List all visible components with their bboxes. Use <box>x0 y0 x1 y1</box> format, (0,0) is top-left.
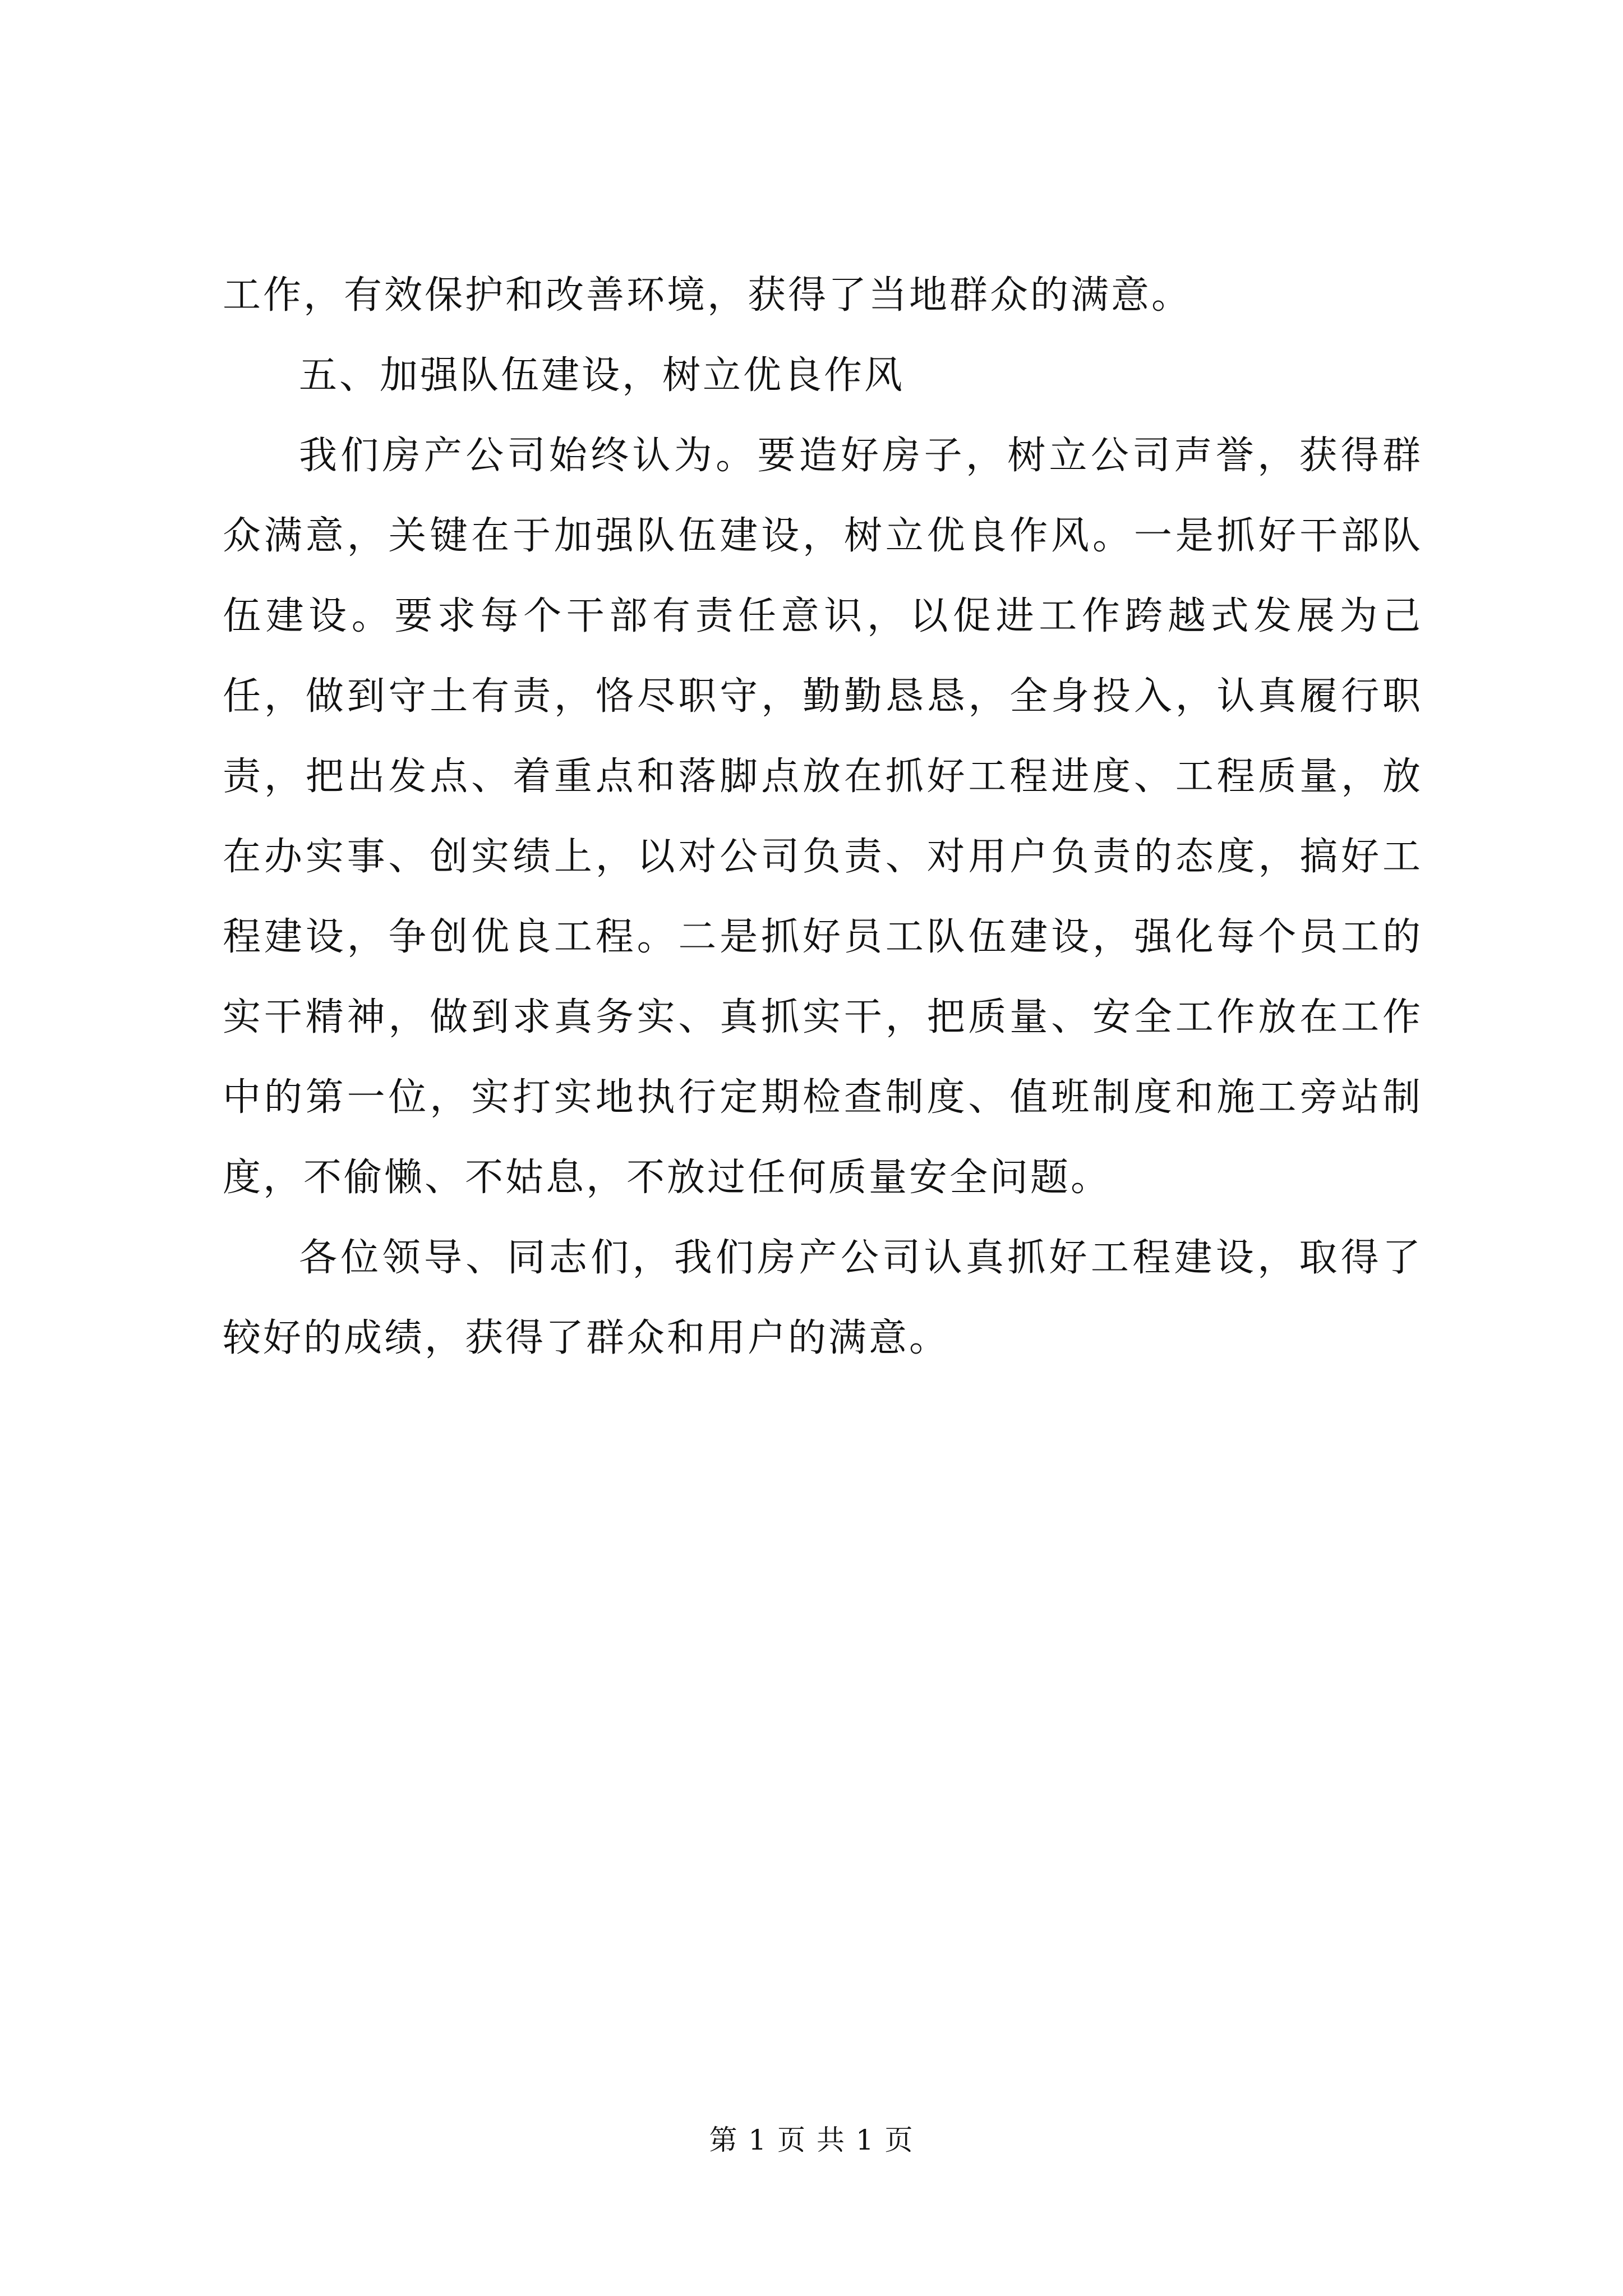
paragraph-continuation: 工作，有效保护和改善环境，获得了当地群众的满意。 <box>223 273 1192 318</box>
document-body <box>223 255 1423 1378</box>
paragraph-closing: 各位领导、同志们，我们房产公司认真抓好工程建设，取得了较好的成绩，获得了群众和用户的满意。 <box>223 1236 1423 1360</box>
section-heading: 五、加强队伍建设，树立优良作风 <box>299 353 905 398</box>
page-footer: 第 1 页 共 1 页 <box>709 2124 914 2156</box>
paragraph-body: 我们房产公司始终认为。要造好房子，树立公司声誉，获得群众满意，关键在于加强队伍建设，树立优良作风。一是抓好干部队伍建设。要求每个干部有责任意识，以促进工作跨越式发展为己任，做到守土有责，恪尽职守，勤勤恳恳，全身投入，认真履行职责，把出发点、着重点和落脚点放在抓好工程进度、工程质量，放在办实事、创实绩上，以对公司负责、对用户负责的态度，搞好工程建设，争创优良工程。二是抓好员工队伍建设，强化每个员工的实干精神，做到求真务实、真抓实干，把质量、安全工作放在工作中的第一位，实打实地执行定期检查制度、值班制度和施工旁站制度，不偷懒、不姑息，不放过任何质量安全问题。 <box>223 434 1423 1200</box>
